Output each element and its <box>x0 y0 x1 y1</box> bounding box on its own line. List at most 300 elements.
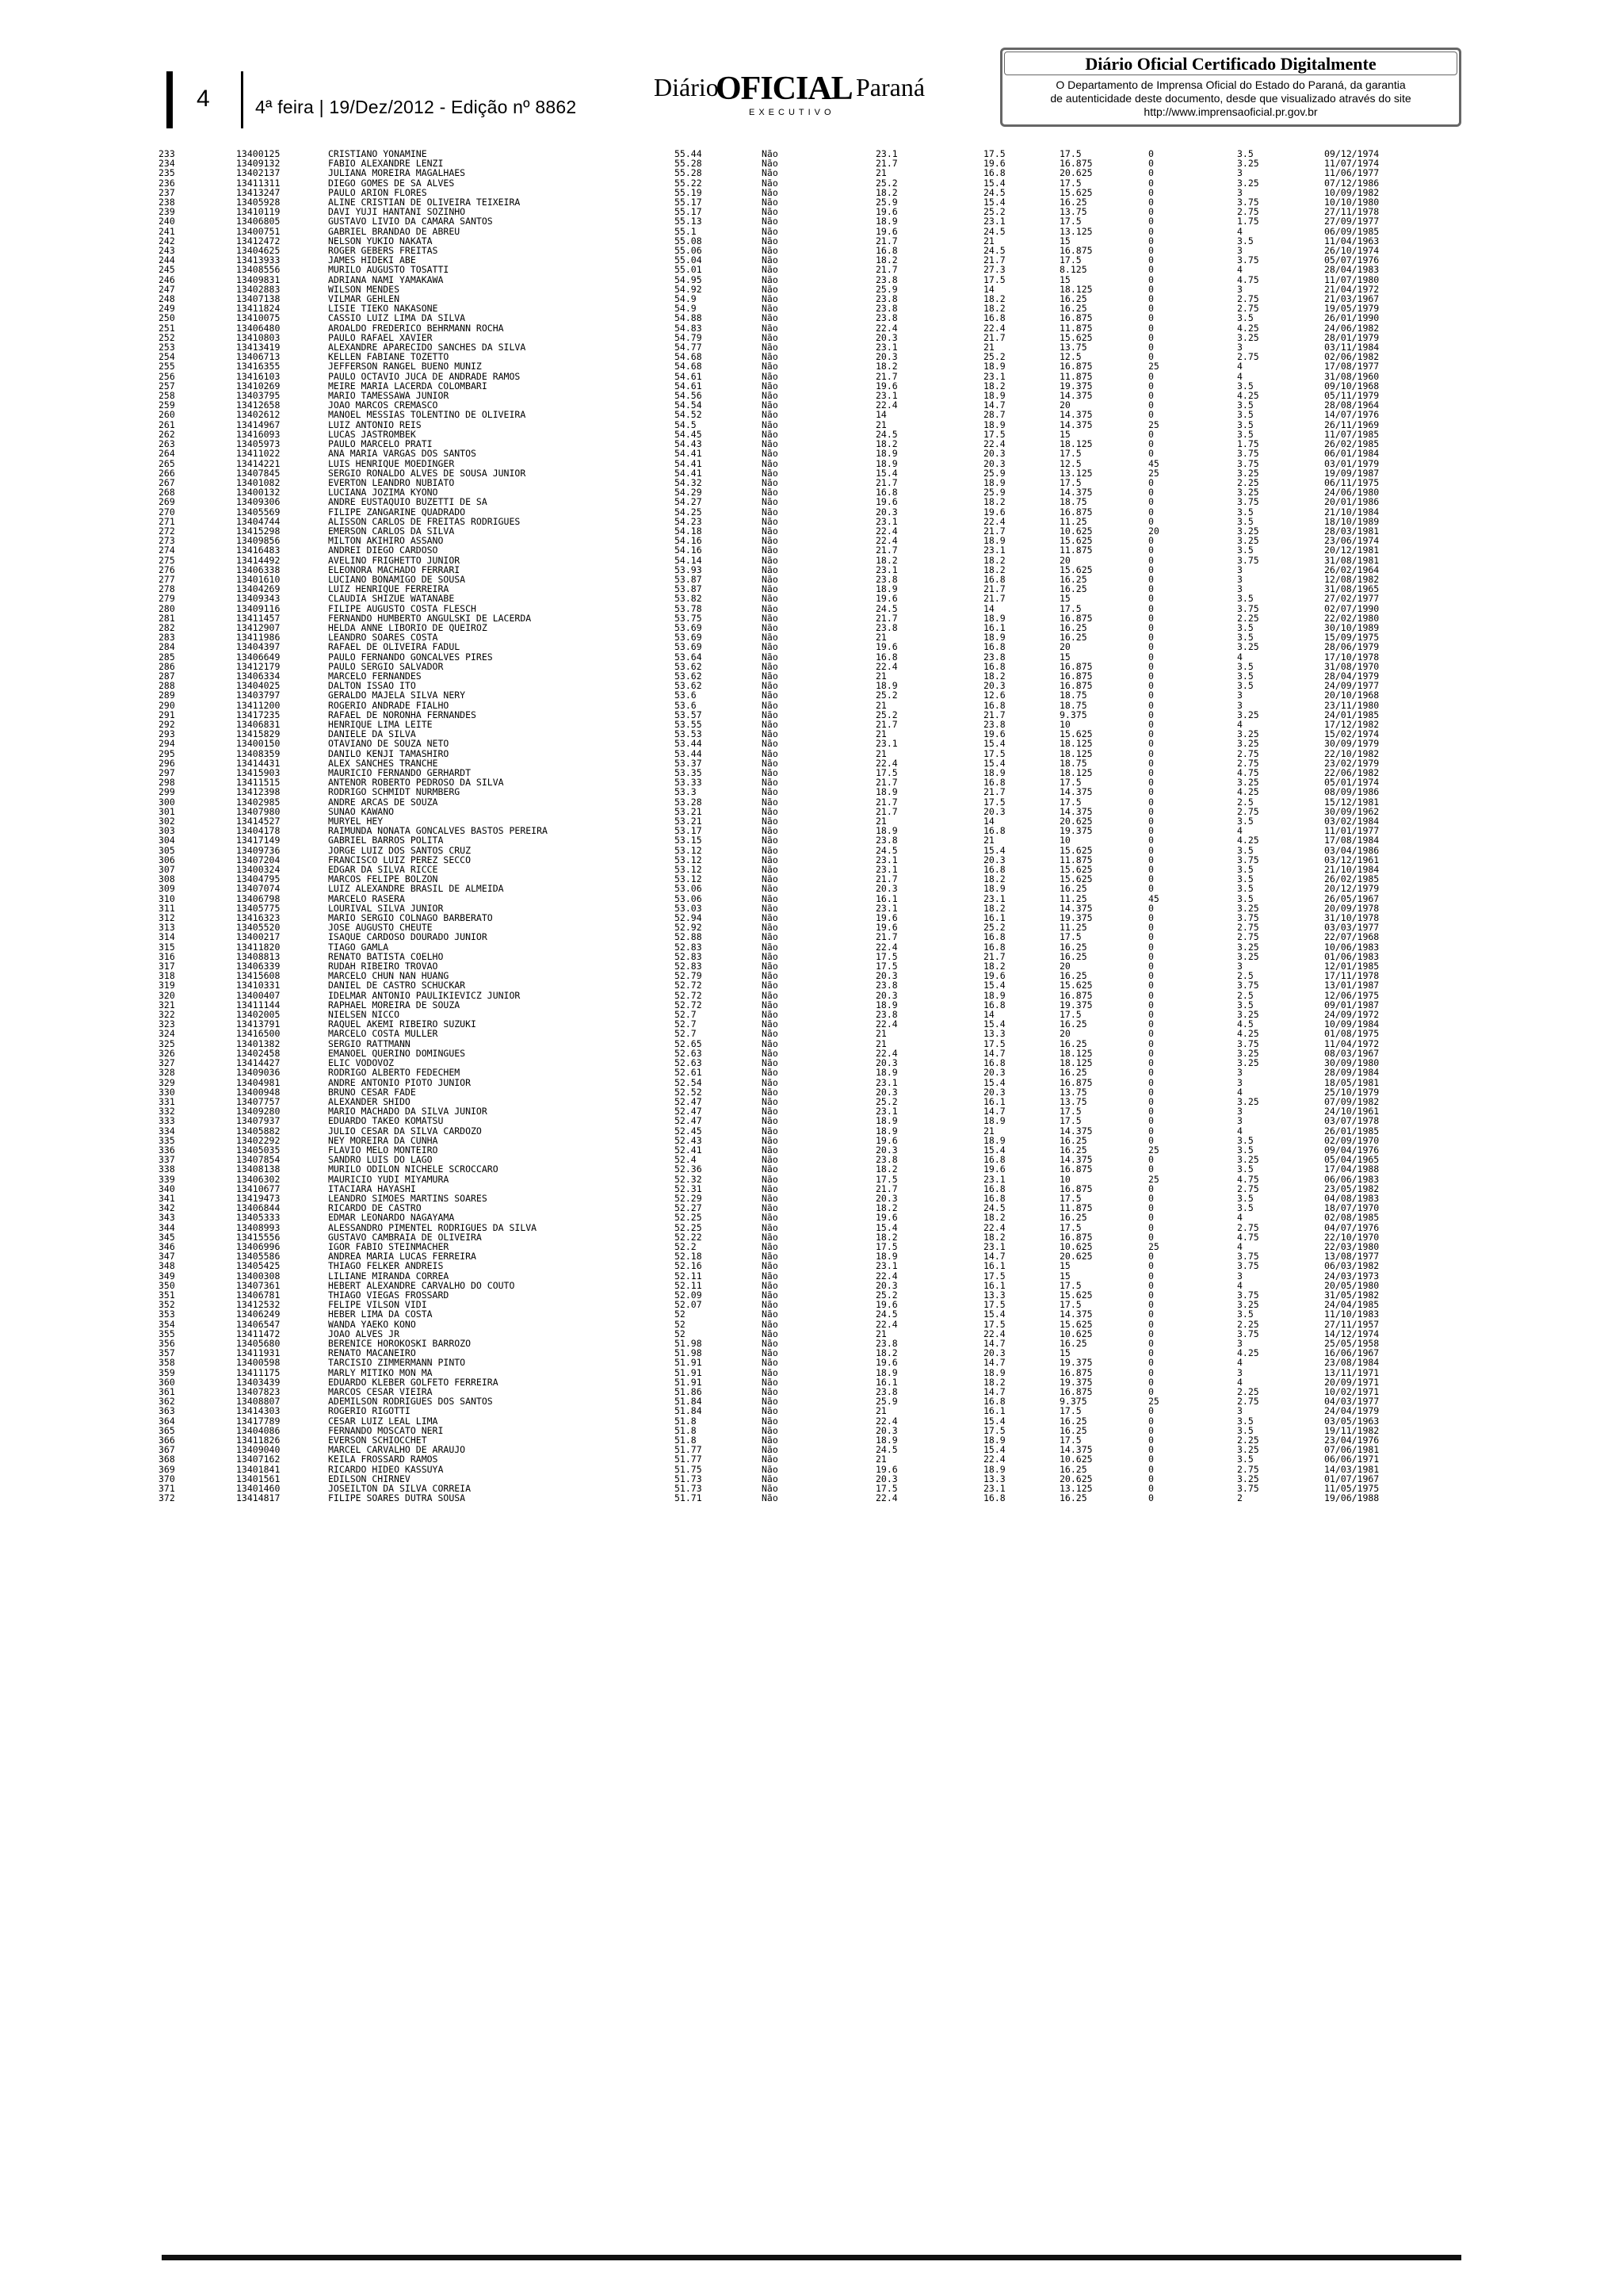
registration-number-cell: 13409343 <box>236 593 281 605</box>
quota-flag-cell: Não <box>762 1106 778 1117</box>
birth-date-cell: 20/12/1981 <box>1324 544 1380 556</box>
score-2-cell: 23.8 <box>983 718 1006 730</box>
row-number-cell: 272 <box>158 525 175 537</box>
quota-flag-cell: Não <box>762 1492 778 1504</box>
final-score-cell: 53.78 <box>674 602 702 614</box>
score-4-cell: 0 <box>1148 1106 1154 1117</box>
score-4-cell: 0 <box>1148 1463 1154 1475</box>
score-1-cell: 19.6 <box>876 380 898 392</box>
score-2-cell: 20.3 <box>983 448 1006 460</box>
row-number-cell: 234 <box>158 158 175 170</box>
score-3-cell: 17.5 <box>1060 1405 1082 1417</box>
row-number-cell: 298 <box>158 777 175 789</box>
row-number-cell: 239 <box>158 206 175 218</box>
row-number-cell: 256 <box>158 370 175 382</box>
candidate-name-cell: ADEMILSON RODRIGUES DOS SANTOS <box>328 1396 493 1408</box>
registration-number-cell: 13413419 <box>236 342 281 353</box>
score-1-cell: 22.4 <box>876 1018 898 1030</box>
final-score-cell: 54.43 <box>674 438 702 450</box>
score-1-cell: 25.2 <box>876 709 898 720</box>
birth-date-cell: 11/04/1963 <box>1324 235 1380 246</box>
score-1-cell: 21.7 <box>876 544 898 556</box>
score-3-cell: 14.375 <box>1060 786 1093 798</box>
candidate-name-cell: GABRIEL BARROS POLITA <box>328 835 444 846</box>
final-score-cell: 52.92 <box>674 922 702 934</box>
final-score-cell: 51.91 <box>674 1376 702 1388</box>
score-3-cell: 17.5 <box>1060 777 1082 789</box>
quota-flag-cell: Não <box>762 428 778 440</box>
score-2-cell: 16.1 <box>983 1405 1006 1417</box>
candidate-name-cell: BERENICE HOROKOSKI BARROZO <box>328 1337 472 1349</box>
score-4-cell: 0 <box>1148 621 1154 633</box>
score-3-cell: 9.375 <box>1060 709 1087 720</box>
registration-number-cell: 13404086 <box>236 1424 281 1436</box>
score-3-cell: 16.25 <box>1060 293 1087 305</box>
quota-flag-cell: Não <box>762 931 778 943</box>
registration-number-cell: 13401841 <box>236 1463 281 1475</box>
final-score-cell: 52.18 <box>674 1251 702 1263</box>
score-5-cell: 3.5 <box>1237 680 1254 692</box>
birth-date-cell: 26/01/1985 <box>1324 1125 1380 1137</box>
birth-date-cell: 20/09/1978 <box>1324 902 1380 914</box>
birth-date-cell: 21/10/1984 <box>1324 506 1380 518</box>
registration-number-cell: 13409116 <box>236 602 281 614</box>
score-3-cell: 20 <box>1060 1028 1071 1040</box>
quota-flag-cell: Não <box>762 1435 778 1446</box>
score-1-cell: 21 <box>876 1454 887 1465</box>
score-2-cell: 15.4 <box>983 1018 1006 1030</box>
candidate-name-cell: GERALDO MAJELA SILVA NERY <box>328 690 466 701</box>
registration-number-cell: 13415556 <box>236 1231 281 1243</box>
score-2-cell: 21 <box>983 835 995 846</box>
score-1-cell: 17.5 <box>876 950 898 962</box>
candidate-name-cell: MANOEL MESSIAS TOLENTINO DE OLIVEIRA <box>328 409 526 421</box>
score-4-cell: 0 <box>1148 1435 1154 1446</box>
quota-flag-cell: Não <box>762 216 778 227</box>
score-1-cell: 21 <box>876 1028 887 1040</box>
score-5-cell: 3.25 <box>1237 1154 1259 1166</box>
score-3-cell: 17.5 <box>1060 1106 1082 1117</box>
score-1-cell: 20.3 <box>876 1144 898 1156</box>
score-2-cell: 24.5 <box>983 245 1006 257</box>
score-3-cell: 16.25 <box>1060 1067 1087 1079</box>
final-score-cell: 55.28 <box>674 167 702 179</box>
score-3-cell: 17.5 <box>1060 1221 1082 1233</box>
score-5-cell: 2.25 <box>1237 612 1259 624</box>
quota-flag-cell: Não <box>762 390 778 402</box>
score-2-cell: 16.1 <box>983 912 1006 924</box>
score-1-cell: 21 <box>876 1037 887 1049</box>
score-3-cell: 16.875 <box>1060 660 1093 672</box>
score-1-cell: 21.7 <box>876 158 898 170</box>
candidate-name-cell: LEANDRO SOARES COSTA <box>328 632 438 644</box>
score-3-cell: 15.625 <box>1060 1289 1093 1301</box>
registration-number-cell: 13401460 <box>236 1483 281 1495</box>
score-4-cell: 0 <box>1148 738 1154 750</box>
registration-number-cell: 13403439 <box>236 1376 281 1388</box>
final-score-cell: 52.31 <box>674 1182 702 1194</box>
quota-flag-cell: Não <box>762 1415 778 1427</box>
cert-line-2: de autenticidade deste documento, desde que visualizado através do site <box>1050 92 1411 105</box>
candidate-name-cell: FRANCISCO LUIZ PEREZ SECCO <box>328 854 472 865</box>
quota-flag-cell: Não <box>762 961 778 972</box>
quota-flag-cell: Não <box>762 448 778 460</box>
candidate-name-cell: MARCELO COSTA MULLER <box>328 1028 438 1040</box>
candidate-name-cell: MILTON AKIHIRO ASSANO <box>328 535 444 547</box>
score-4-cell: 0 <box>1148 506 1154 518</box>
score-1-cell: 20.3 <box>876 331 898 343</box>
score-3-cell: 10 <box>1060 1173 1071 1185</box>
score-5-cell: 2.5 <box>1237 989 1254 1001</box>
birth-date-cell: 06/06/1983 <box>1324 1173 1380 1185</box>
row-number-cell: 319 <box>158 980 175 991</box>
score-5-cell: 2.25 <box>1237 476 1259 488</box>
score-4-cell: 0 <box>1148 961 1154 972</box>
row-number-cell: 286 <box>158 660 175 672</box>
final-score-cell: 54.79 <box>674 331 702 343</box>
registration-number-cell: 13406480 <box>236 322 281 334</box>
score-2-cell: 25.2 <box>983 206 1006 218</box>
score-2-cell: 17.5 <box>983 1037 1006 1049</box>
final-score-cell: 53.93 <box>674 563 702 575</box>
table-row <box>158 1164 1403 1174</box>
score-5-cell: 2.5 <box>1237 970 1254 982</box>
quota-flag-cell: Não <box>762 1483 778 1495</box>
row-number-cell: 259 <box>158 399 175 411</box>
quota-flag-cell: Não <box>762 544 778 556</box>
score-2-cell: 14.7 <box>983 1386 1006 1397</box>
score-1-cell: 19.6 <box>876 1134 898 1146</box>
birth-date-cell: 21/03/1967 <box>1324 293 1380 305</box>
quota-flag-cell: Não <box>762 1386 778 1397</box>
score-2-cell: 23.1 <box>983 1173 1006 1185</box>
quota-flag-cell: Não <box>762 835 778 846</box>
quota-flag-cell: Não <box>762 757 778 769</box>
candidate-name-cell: TARCISIO ZIMMERMANN PINTO <box>328 1357 466 1369</box>
score-4-cell: 45 <box>1148 892 1159 904</box>
score-3-cell: 20.625 <box>1060 167 1093 179</box>
score-3-cell: 17.5 <box>1060 931 1082 943</box>
score-2-cell: 19.6 <box>983 728 1006 740</box>
quota-flag-cell: Não <box>762 322 778 334</box>
score-5-cell: 4.75 <box>1237 1231 1259 1243</box>
score-5-cell: 3.75 <box>1237 457 1259 469</box>
score-5-cell: 3.75 <box>1237 554 1259 566</box>
row-number-cell: 371 <box>158 1483 175 1495</box>
final-score-cell: 55.44 <box>674 148 702 159</box>
candidate-name-cell: HENRIQUE LIMA LEITE <box>328 718 433 730</box>
score-5-cell: 3.75 <box>1237 254 1259 266</box>
registration-number-cell: 13410075 <box>236 312 281 324</box>
score-4-cell: 0 <box>1148 1386 1154 1397</box>
logo-parana: Paraná <box>856 73 926 101</box>
score-3-cell: 19.375 <box>1060 1376 1093 1388</box>
score-1-cell: 19.6 <box>876 593 898 605</box>
final-score-cell: 54.41 <box>674 467 702 479</box>
score-2-cell: 18.2 <box>983 873 1006 885</box>
birth-date-cell: 02/07/1990 <box>1324 602 1380 614</box>
quota-flag-cell: Não <box>762 873 778 885</box>
score-5-cell: 3.5 <box>1237 999 1254 1010</box>
score-5-cell: 2.75 <box>1237 303 1259 315</box>
final-score-cell: 53.06 <box>674 883 702 895</box>
birth-date-cell: 24/04/1979 <box>1324 1405 1380 1417</box>
score-4-cell: 0 <box>1148 1260 1154 1272</box>
registration-number-cell: 13416483 <box>236 544 281 556</box>
candidate-name-cell: AVELINO FRIGHETTO JUNIOR <box>328 554 460 566</box>
score-2-cell: 18.2 <box>983 380 1006 392</box>
logo-oficial: OFICIAL <box>716 71 853 107</box>
row-number-cell: 273 <box>158 535 175 547</box>
score-1-cell: 18.2 <box>876 361 898 372</box>
candidate-name-cell: LUIS HENRIQUE MOEDINGER <box>328 457 455 469</box>
table-row <box>158 932 1403 942</box>
score-3-cell: 18.125 <box>1060 1047 1093 1059</box>
quota-flag-cell: Não <box>762 177 778 189</box>
score-3-cell: 12.5 <box>1060 351 1082 363</box>
candidate-name-cell: RUDAH RIBEIRO TROVAO <box>328 961 438 972</box>
table-row <box>158 459 1403 468</box>
birth-date-cell: 27/11/1957 <box>1324 1318 1380 1330</box>
score-2-cell: 14.7 <box>983 1337 1006 1349</box>
score-1-cell: 22.4 <box>876 322 898 334</box>
score-5-cell: 2.75 <box>1237 747 1259 759</box>
birth-date-cell: 06/06/1971 <box>1324 1454 1380 1465</box>
score-4-cell: 0 <box>1148 1337 1154 1349</box>
score-3-cell: 11.25 <box>1060 515 1087 527</box>
birth-date-cell: 11/06/1977 <box>1324 167 1380 179</box>
score-1-cell: 17.5 <box>876 1173 898 1185</box>
quota-flag-cell: Não <box>762 728 778 740</box>
birth-date-cell: 12/01/1985 <box>1324 961 1380 972</box>
score-1-cell: 18.2 <box>876 254 898 266</box>
score-1-cell: 21.7 <box>876 264 898 276</box>
score-3-cell: 17.5 <box>1060 1009 1082 1021</box>
score-4-cell: 0 <box>1148 342 1154 353</box>
quota-flag-cell: Não <box>762 409 778 421</box>
quota-flag-cell: Não <box>762 912 778 924</box>
table-row <box>158 894 1403 904</box>
score-2-cell: 18.9 <box>983 1463 1006 1475</box>
table-row <box>158 642 1403 651</box>
birth-date-cell: 20/12/1979 <box>1324 883 1380 895</box>
score-5-cell: 3.75 <box>1237 197 1259 208</box>
score-4-cell: 0 <box>1148 1067 1154 1079</box>
final-score-cell: 55.17 <box>674 206 702 218</box>
score-2-cell: 23.1 <box>983 1483 1006 1495</box>
quota-flag-cell: Não <box>762 950 778 962</box>
birth-date-cell: 28/01/1979 <box>1324 331 1380 343</box>
final-score-cell: 51.75 <box>674 1463 702 1475</box>
score-2-cell: 18.9 <box>983 1134 1006 1146</box>
score-2-cell: 17.5 <box>983 747 1006 759</box>
quota-flag-cell: Não <box>762 148 778 159</box>
score-3-cell: 17.5 <box>1060 796 1082 808</box>
candidate-name-cell: GABRIEL BRANDAO DE ABREU <box>328 225 460 237</box>
score-5-cell: 3.75 <box>1237 602 1259 614</box>
logo-executivo: EXECUTIVO <box>749 108 835 117</box>
score-2-cell: 25.9 <box>983 467 1006 479</box>
score-3-cell: 20 <box>1060 554 1071 566</box>
quota-flag-cell: Não <box>762 612 778 624</box>
score-1-cell: 22.4 <box>876 1270 898 1282</box>
birth-date-cell: 31/08/1970 <box>1324 660 1380 672</box>
score-2-cell: 14.7 <box>983 1357 1006 1369</box>
row-number-cell: 368 <box>158 1454 175 1465</box>
candidate-name-cell: VILMAR GEHLEN <box>328 293 400 305</box>
score-4-cell: 0 <box>1148 777 1154 789</box>
score-4-cell: 0 <box>1148 1415 1154 1427</box>
registration-number-cell: 13414221 <box>236 457 281 469</box>
score-1-cell: 19.6 <box>876 206 898 218</box>
birth-date-cell: 11/04/1972 <box>1324 1037 1380 1049</box>
birth-date-cell: 14/07/1976 <box>1324 409 1380 421</box>
registration-number-cell: 13414492 <box>236 554 281 566</box>
quota-flag-cell: Não <box>762 1095 778 1107</box>
score-4-cell: 0 <box>1148 1163 1154 1175</box>
score-5-cell: 3.75 <box>1237 1289 1259 1301</box>
score-3-cell: 14.375 <box>1060 409 1093 421</box>
score-1-cell: 18.2 <box>876 438 898 450</box>
score-4-cell: 0 <box>1148 680 1154 692</box>
score-1-cell: 19.6 <box>876 922 898 934</box>
candidate-name-cell: DANILO KENJI TAMASHIRO <box>328 747 449 759</box>
score-4-cell: 0 <box>1148 970 1154 982</box>
quota-flag-cell: Não <box>762 525 778 537</box>
table-row <box>158 449 1403 458</box>
quota-flag-cell: Não <box>762 1125 778 1137</box>
score-4-cell: 0 <box>1148 1212 1154 1224</box>
score-1-cell: 18.2 <box>876 1163 898 1175</box>
row-number-cell: 253 <box>158 342 175 353</box>
quota-flag-cell: Não <box>762 1182 778 1194</box>
row-number-cell: 264 <box>158 448 175 460</box>
row-number-cell: 357 <box>158 1347 175 1359</box>
score-3-cell: 16.875 <box>1060 612 1093 624</box>
score-3-cell: 15.625 <box>1060 728 1093 740</box>
final-score-cell: 52.32 <box>674 1173 702 1185</box>
table-row <box>158 846 1403 855</box>
final-score-cell: 53.62 <box>674 670 702 682</box>
score-1-cell: 19.6 <box>876 912 898 924</box>
candidate-name-cell: ANA MARIA VARGAS DOS SANTOS <box>328 448 476 460</box>
score-2-cell: 16.8 <box>983 825 1006 837</box>
quota-flag-cell: Não <box>762 816 778 827</box>
score-5-cell: 3 <box>1237 342 1243 353</box>
registration-number-cell: 13410803 <box>236 331 281 343</box>
score-2-cell: 25.2 <box>983 922 1006 934</box>
candidate-name-cell: ROGERIO ANDRADE FIALHO <box>328 699 449 711</box>
score-1-cell: 24.5 <box>876 1308 898 1320</box>
score-3-cell: 20.625 <box>1060 1473 1093 1484</box>
birth-date-cell: 27/02/1977 <box>1324 593 1380 605</box>
candidate-name-cell: EDUARDO TAKEO KOMATSU <box>328 1115 444 1127</box>
score-3-cell: 13.125 <box>1060 467 1093 479</box>
score-3-cell: 18.125 <box>1060 747 1093 759</box>
final-score-cell: 53.15 <box>674 835 702 846</box>
score-3-cell: 16.25 <box>1060 303 1087 315</box>
score-1-cell: 22.4 <box>876 399 898 411</box>
birth-date-cell: 03/04/1986 <box>1324 844 1380 856</box>
score-5-cell: 3.5 <box>1237 1144 1254 1156</box>
score-4-cell: 0 <box>1148 1231 1154 1243</box>
score-4-cell: 0 <box>1148 641 1154 653</box>
score-1-cell: 18.9 <box>876 216 898 227</box>
registration-number-cell: 13412907 <box>236 621 281 633</box>
registration-number-cell: 13407757 <box>236 1095 281 1107</box>
final-score-cell: 52.25 <box>674 1221 702 1233</box>
table-row <box>158 1309 1403 1319</box>
candidate-name-cell: KEILA FROSSARD RAMOS <box>328 1454 438 1465</box>
score-3-cell: 15 <box>1060 1260 1071 1272</box>
score-2-cell: 16.8 <box>983 931 1006 943</box>
table-row <box>158 1454 1403 1464</box>
row-number-cell: 267 <box>158 476 175 488</box>
quota-flag-cell: Não <box>762 254 778 266</box>
footer-rule <box>162 2255 1461 2260</box>
row-number-cell: 252 <box>158 331 175 343</box>
registration-number-cell: 13406844 <box>236 1202 281 1214</box>
final-score-cell: 51.8 <box>674 1435 697 1446</box>
candidate-name-cell: MEIRE MARIA LACERDA COLOMBARI <box>328 380 487 392</box>
row-number-cell: 321 <box>158 999 175 1010</box>
score-2-cell: 18.2 <box>983 293 1006 305</box>
score-1-cell: 21.7 <box>876 612 898 624</box>
quota-flag-cell: Não <box>762 1454 778 1465</box>
score-4-cell: 0 <box>1148 632 1154 644</box>
score-3-cell: 17.5 <box>1060 448 1082 460</box>
score-4-cell: 0 <box>1148 293 1154 305</box>
score-2-cell: 20.3 <box>983 1067 1006 1079</box>
row-number-cell: 263 <box>158 438 175 450</box>
registration-number-cell: 13405569 <box>236 506 281 518</box>
score-5-cell: 3.25 <box>1237 487 1259 499</box>
registration-number-cell: 13400308 <box>236 1270 281 1282</box>
quota-flag-cell: Não <box>762 632 778 644</box>
quota-flag-cell: Não <box>762 264 778 276</box>
quota-flag-cell: Não <box>762 225 778 237</box>
row-number-cell: 311 <box>158 902 175 914</box>
score-2-cell: 16.1 <box>983 621 1006 633</box>
score-5-cell: 4 <box>1237 718 1243 730</box>
score-3-cell: 15.625 <box>1060 864 1093 876</box>
registration-number-cell: 13417235 <box>236 709 281 720</box>
score-1-cell: 19.6 <box>876 1463 898 1475</box>
candidate-name-cell: FILIPE SOARES DUTRA SOUSA <box>328 1492 466 1504</box>
score-1-cell: 20.3 <box>876 1473 898 1484</box>
score-4-cell: 25 <box>1148 1396 1159 1408</box>
row-number-cell: 242 <box>158 235 175 246</box>
row-number-cell: 348 <box>158 1260 175 1272</box>
final-score-cell: 52 <box>674 1308 685 1320</box>
row-number-cell: 297 <box>158 767 175 778</box>
registration-number-cell: 13406996 <box>236 1240 281 1252</box>
score-1-cell: 21.7 <box>876 235 898 246</box>
score-3-cell: 16.25 <box>1060 1144 1087 1156</box>
cert-line-1: O Departamento de Imprensa Oficial do Estado do Paraná, da garantia <box>1056 78 1406 91</box>
score-2-cell: 21.7 <box>983 593 1006 605</box>
registration-number-cell: 13401382 <box>236 1037 281 1049</box>
birth-date-cell: 18/05/1981 <box>1324 1076 1380 1088</box>
score-5-cell: 4 <box>1237 361 1243 372</box>
score-5-cell: 3.25 <box>1237 1095 1259 1107</box>
candidate-name-cell: MARCOS CESAR VIEIRA <box>328 1386 433 1397</box>
birth-date-cell: 31/05/1982 <box>1324 1289 1380 1301</box>
score-1-cell: 23.1 <box>876 738 898 750</box>
score-4-cell: 25 <box>1148 361 1159 372</box>
final-score-cell: 52.47 <box>674 1095 702 1107</box>
registration-number-cell: 13413933 <box>236 254 281 266</box>
